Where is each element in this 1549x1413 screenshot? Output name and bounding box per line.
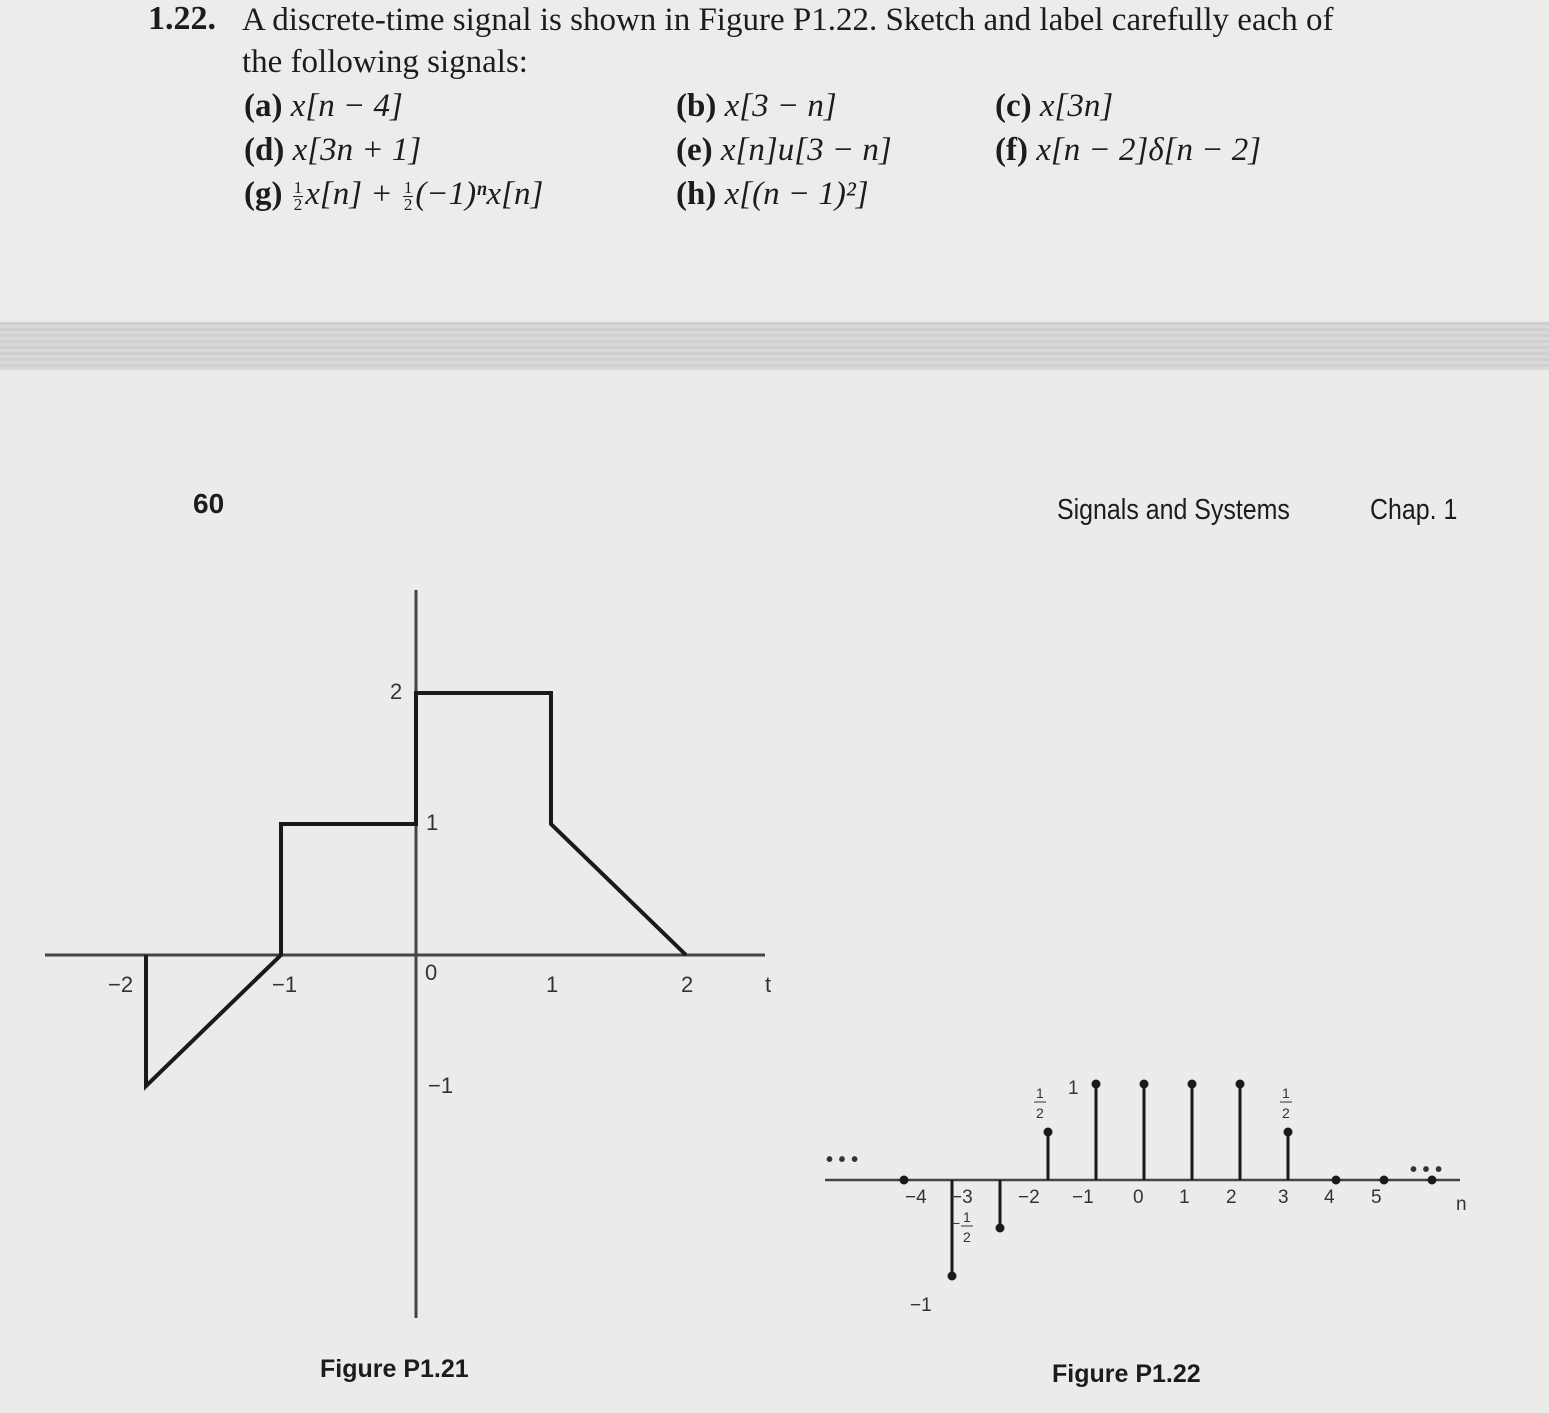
p122-axis-label-n: n	[1456, 1194, 1467, 1215]
p122-label-n-3	[1280, 1085, 1292, 1121]
p121-tick-2: 2	[681, 972, 694, 997]
p122-tick-neg2: −2	[1018, 1187, 1040, 1208]
p122-ellipsis-left: • • •	[826, 1149, 859, 1171]
item-f-label: (f)	[995, 132, 1028, 168]
p122-tick-neg3: −3	[951, 1187, 973, 1208]
p122-label-n-neg4: −1	[910, 1295, 932, 1316]
item-b-label: (b)	[676, 88, 717, 124]
item-g-part2: (−1)ⁿx[n]	[415, 176, 544, 212]
item-d-label: (d)	[244, 132, 285, 168]
book-title: Signals and Systems	[1057, 494, 1290, 526]
item-c-label: (c)	[995, 88, 1032, 124]
p122-tick-5: 5	[1371, 1187, 1382, 1208]
p122-tick-0: 0	[1133, 1187, 1144, 1208]
item-h-label: (h)	[676, 176, 717, 212]
item-d-expr: x[3n + 1]	[292, 132, 422, 168]
p122-stem-dot	[1236, 1080, 1245, 1089]
svg-text:2: 2	[1036, 1105, 1044, 1121]
p122-stem-dot	[996, 1224, 1005, 1233]
p122-label-n-neg1: 1	[1068, 1078, 1079, 1099]
p122-ellipsis-right: • • •	[1410, 1159, 1443, 1181]
item-g-frac2: $\frac{1}{2}$	[403, 177, 413, 214]
p122-label-n-neg2	[1034, 1085, 1046, 1121]
problem-text-line2: the following signals:	[242, 44, 528, 80]
p122-tick-neg1: −1	[1072, 1187, 1094, 1208]
p122-stem-dot	[948, 1272, 957, 1281]
p122-stem-dot	[1380, 1176, 1389, 1185]
p122-stem-dot	[1044, 1128, 1053, 1137]
p121-ytick-2: 2	[390, 679, 403, 704]
p122-tick-4: 4	[1324, 1187, 1335, 1208]
svg-text:1: 1	[963, 1209, 971, 1225]
p122-stem-dot	[1140, 1080, 1149, 1089]
item-b-expr: x[3 − n]	[724, 88, 837, 124]
item-e-expr: x[n]u[3 − n]	[720, 132, 892, 168]
p122-stem-dot	[1188, 1080, 1197, 1089]
p121-tick-neg2: −2	[108, 972, 134, 997]
p121-ytick-neg1: −1	[428, 1073, 454, 1098]
item-g-frac1: $\frac{1}{2}$	[293, 177, 303, 214]
p122-stem-dot	[1284, 1128, 1293, 1137]
chapter-label: Chap. 1	[1370, 494, 1458, 526]
p122-stem-dot	[900, 1176, 909, 1185]
item-c-expr: x[3n]	[1039, 88, 1114, 124]
p121-tick-neg1: −1	[272, 972, 298, 997]
svg-text:1: 1	[1036, 1085, 1044, 1101]
p122-tick-neg4: −4	[905, 1187, 927, 1208]
p121-ytick-1: 1	[426, 810, 439, 835]
item-g-label: (g)	[244, 176, 283, 212]
svg-text:2: 2	[1282, 1105, 1290, 1121]
p122-tick-2: 2	[1226, 1187, 1237, 1208]
problem-text-line1: A discrete-time signal is shown in Figure P1.22. Sketch and label carefully each of	[242, 2, 1334, 38]
item-e-label: (e)	[676, 132, 713, 168]
item-a-expr: x[n − 4]	[290, 88, 403, 124]
caption-p1-22: Figure P1.22	[1052, 1360, 1201, 1388]
p121-tick-0: 0	[425, 960, 438, 985]
svg-text:1: 1	[1282, 1085, 1290, 1101]
p122-stem-dot	[1332, 1176, 1341, 1185]
item-g-part1: x[n] +	[305, 176, 393, 212]
caption-p1-21: Figure P1.21	[320, 1355, 469, 1383]
p122-tick-3: 3	[1278, 1187, 1289, 1208]
p122-tick-1: 1	[1179, 1187, 1190, 1208]
svg-text:2: 2	[963, 1229, 971, 1245]
page-number: 60	[193, 488, 225, 519]
p121-tick-1: 1	[546, 972, 559, 997]
item-a-label: (a)	[244, 88, 283, 124]
p121-axis-label-t: t	[765, 972, 772, 997]
problem-number: 1.22.	[148, 0, 216, 37]
svg-text:−: −	[952, 1215, 961, 1231]
p122-label-n-neg3	[952, 1209, 973, 1245]
item-f-expr: x[n − 2]δ[n − 2]	[1036, 132, 1262, 168]
p122-stem-dot	[1092, 1080, 1101, 1089]
item-h-expr: x[(n − 1)²]	[724, 176, 869, 212]
